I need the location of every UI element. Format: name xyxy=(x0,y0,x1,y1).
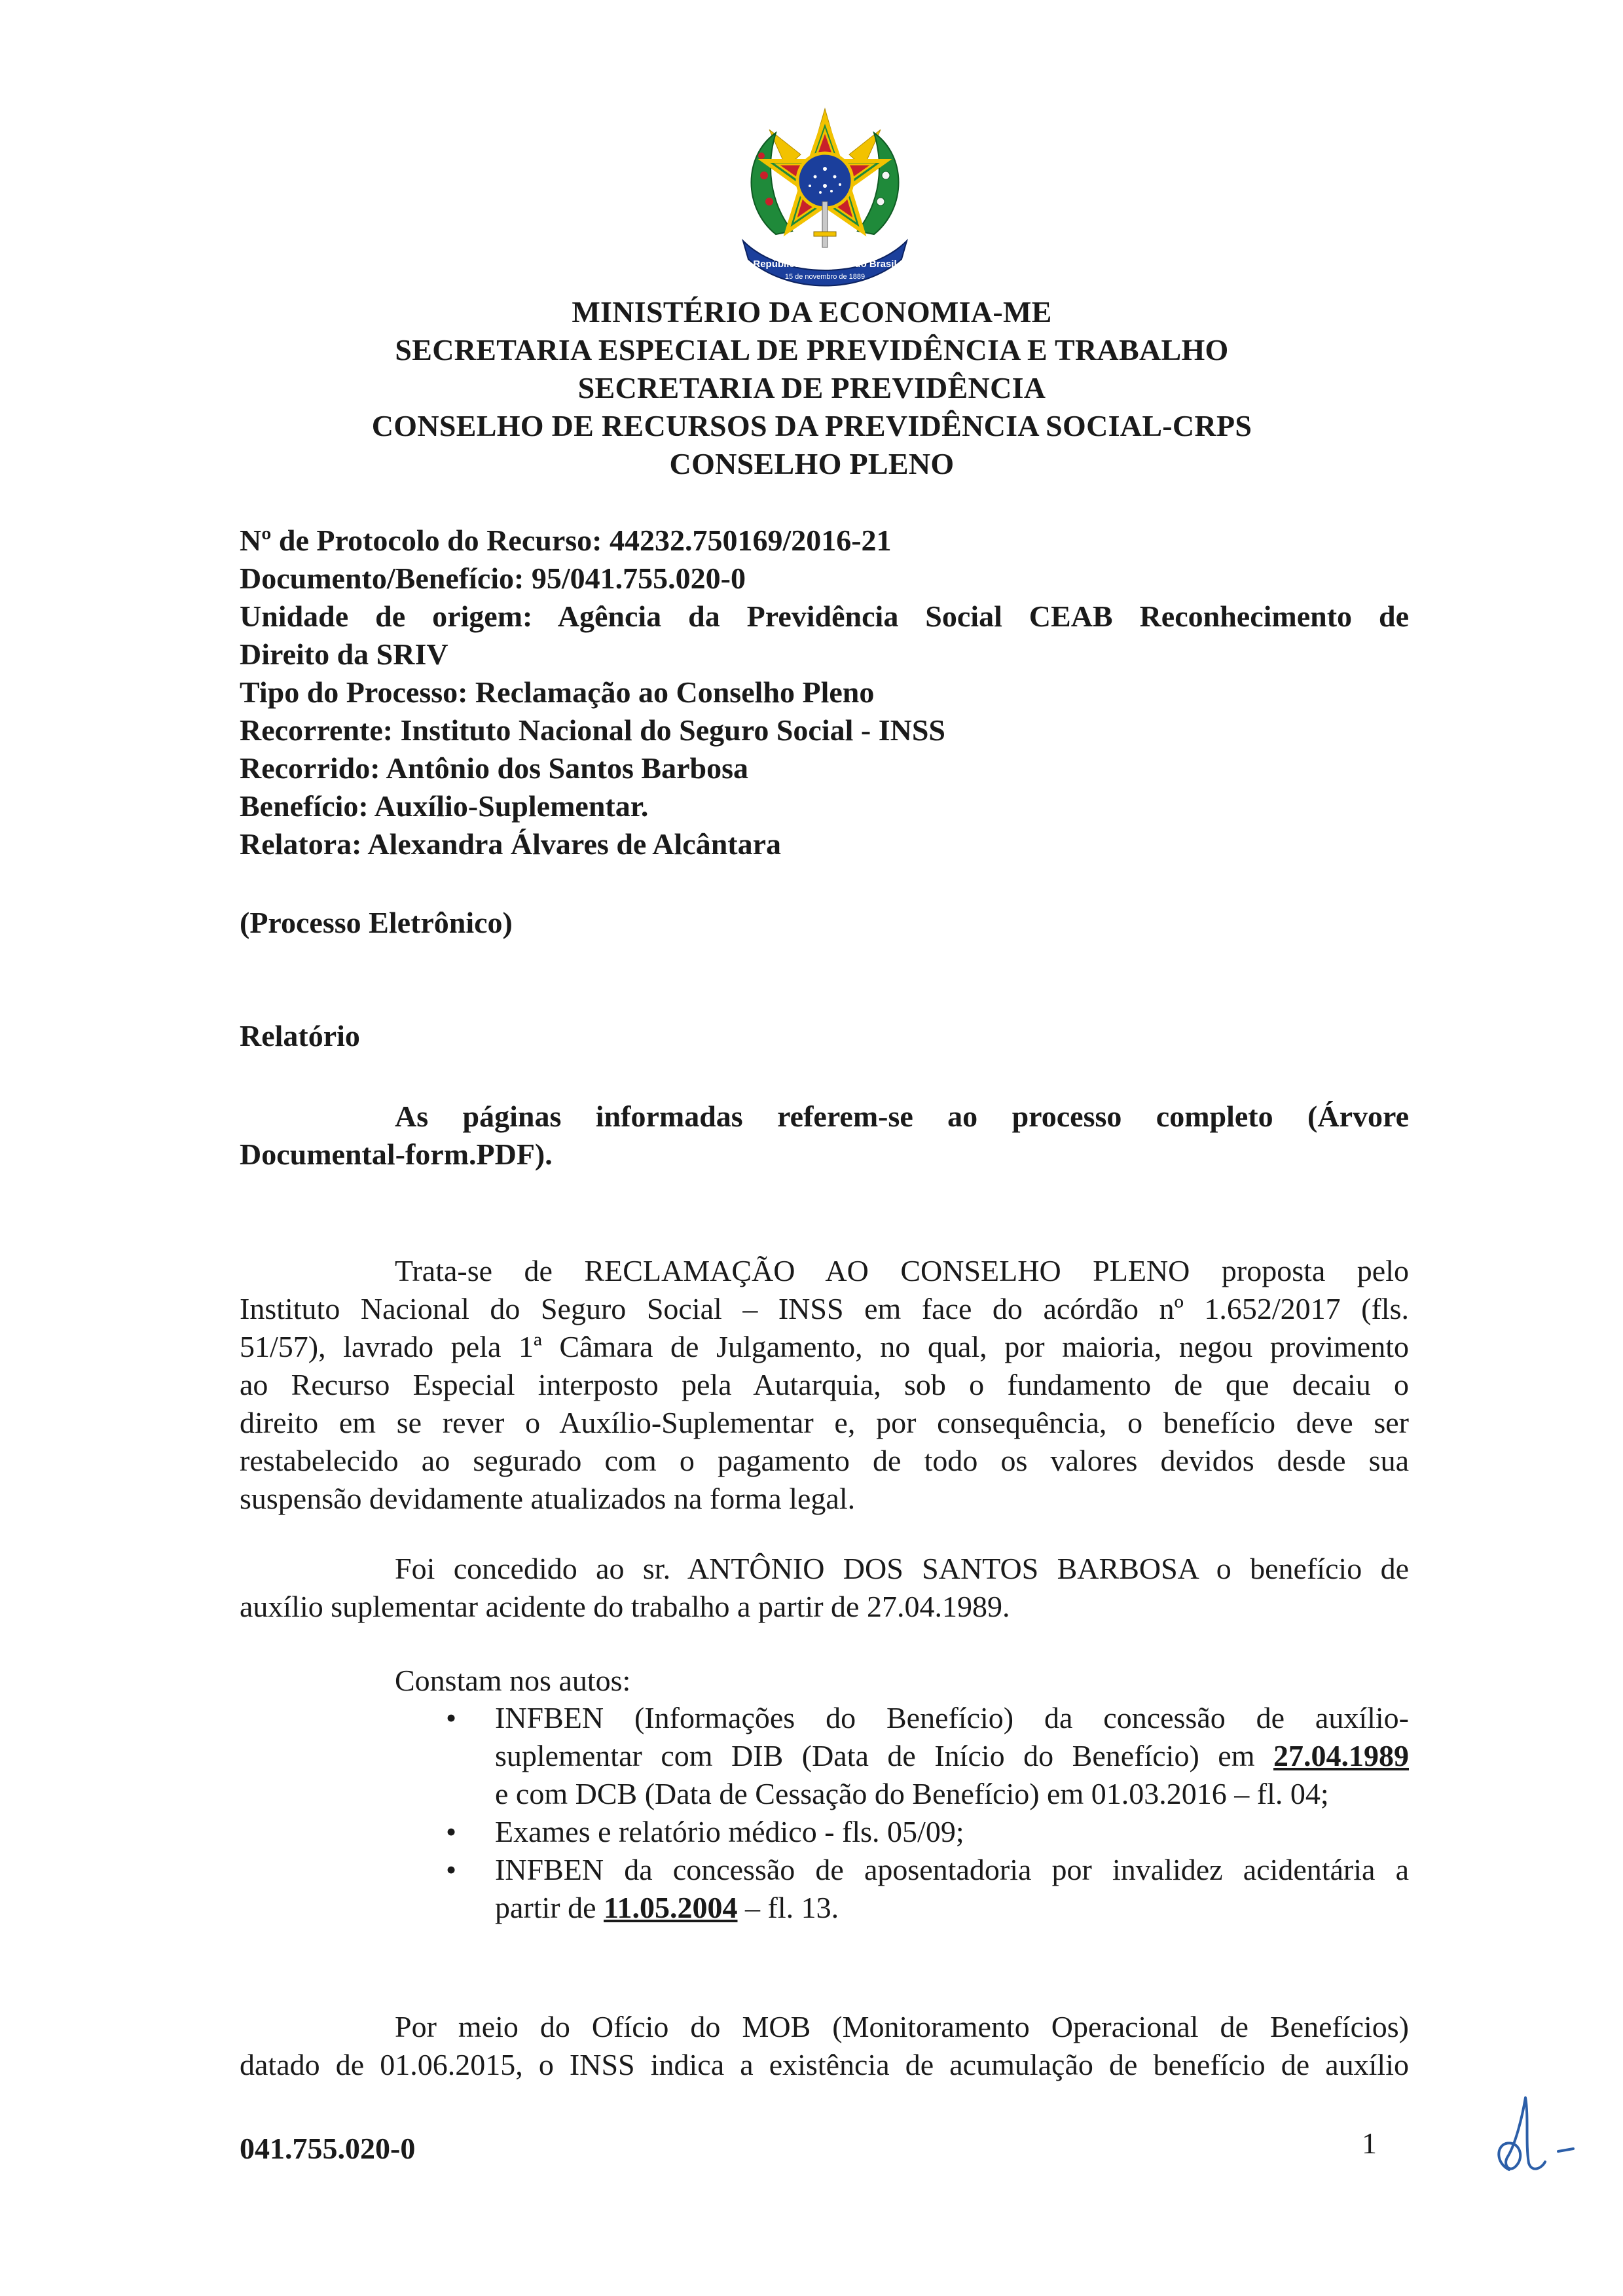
paragraph-line: Constam nos autos: xyxy=(395,1664,631,1697)
list-item-text: suplementar com DIB (Data de Início do Benefício) em xyxy=(495,1739,1273,1772)
list-item-line: e com DCB (Data de Cessação do Benefício) em 01.03.2016 – fl. 04; xyxy=(495,1777,1329,1810)
case-metadata xyxy=(240,522,1409,863)
paragraph-concessao xyxy=(240,1550,1409,1626)
paragraph-line: restabelecido ao segurado com o pagamento de todo os valores devidos desde sua xyxy=(240,1444,1409,1477)
relatora-field: Relatora: Alexandra Álvares de Alcântara xyxy=(240,827,782,861)
recorrente-field: Recorrente: Instituto Nacional do Seguro Social - INSS xyxy=(240,713,946,747)
unidade-field-line-2: Direito da SRIV xyxy=(240,637,448,671)
handwritten-initials-icon xyxy=(1489,2091,1581,2176)
paragraph-line: Por meio do Ofício do MOB (Monitoramento Operacional de Benefícios) xyxy=(395,2010,1409,2043)
list-item-line: INFBEN (Informações do Benefício) da concessão de auxílio- xyxy=(495,1701,1409,1734)
tipo-processo-field: Tipo do Processo: Reclamação ao Conselho Pleno xyxy=(240,675,875,709)
paragraph-line: 51/57), lavrado pela 1ª Câmara de Julgamento, no qual, por maioria, negou provimento xyxy=(240,1330,1409,1363)
document-header xyxy=(196,293,1427,483)
header-line-secretaria-especial: SECRETARIA ESPECIAL DE PREVIDÊNCIA E TRABALHO xyxy=(395,333,1229,367)
header-line-conselho-recursos: CONSELHO DE RECURSOS DA PREVIDÊNCIA SOCIAL-CRPS xyxy=(371,409,1252,442)
bullet-icon: • xyxy=(446,1815,457,1848)
pages-note-line-2: Documental-form.PDF). xyxy=(240,1138,553,1171)
pages-note xyxy=(240,1098,1409,1174)
unidade-field-line-1: Unidade de origem: Agência da Previdência Social CEAB Reconhecimento de xyxy=(240,600,1409,633)
beneficio-field: Benefício: Auxílio-Suplementar. xyxy=(240,789,649,823)
header-line-secretaria: SECRETARIA DE PREVIDÊNCIA xyxy=(577,371,1046,404)
header-line-ministerio: MINISTÉRIO DA ECONOMIA-ME xyxy=(572,295,1052,329)
list-item-line: INFBEN da concessão de aposentadoria por invalidez acidentária a xyxy=(495,1853,1409,1886)
brazil-coat-of-arms-icon xyxy=(730,103,920,290)
list-item xyxy=(240,1699,1409,1813)
paragraph-line: auxílio suplementar acidente do trabalho a partir de 27.04.1989. xyxy=(240,1590,1010,1623)
list-item-text: – fl. 13. xyxy=(737,1891,839,1924)
emblem-ribbon-date: 15 de novembro de 1889 xyxy=(784,273,866,281)
paragraph-oficio-mob xyxy=(240,2008,1409,2084)
documento-field: Documento/Benefício: 95/041.755.020-0 xyxy=(240,562,746,595)
list-item-line xyxy=(495,1889,1409,1927)
paragraph-line: datado de 01.06.2015, o INSS indica a existência de acumulação de benefício de auxílio xyxy=(240,2048,1409,2081)
paragraph-line: Foi concedido ao sr. ANTÔNIO DOS SANTOS BARBOSA o benefício de xyxy=(395,1552,1409,1585)
aposentadoria-date: 11.05.2004 xyxy=(604,1891,738,1924)
relatorio-heading: Relatório xyxy=(240,1019,360,1052)
list-item xyxy=(240,1851,1409,1927)
paragraph-reclamacao xyxy=(240,1252,1409,1518)
footer-document-number: 041.755.020-0 xyxy=(240,2132,416,2165)
list-item-text: partir de xyxy=(495,1891,604,1924)
bullet-icon: • xyxy=(446,1853,457,1886)
paragraph-line: Trata-se de RECLAMAÇÃO AO CONSELHO PLENO proposta pelo xyxy=(395,1254,1409,1287)
list-item-line xyxy=(495,1737,1409,1775)
paragraph-line: Instituto Nacional do Seguro Social – INSS em face do acórdão nº 1.652/2017 (fls. xyxy=(240,1292,1409,1325)
recorrido-field: Recorrido: Antônio dos Santos Barbosa xyxy=(240,751,748,785)
list-item xyxy=(240,1813,1409,1851)
header-line-conselho-pleno: CONSELHO PLENO xyxy=(669,447,955,480)
paragraph-line: ao Recurso Especial interposto pela Autarquia, sob o fundamento de que decaiu o xyxy=(240,1368,1409,1401)
emblem-ribbon-text: República Federativa do Brasil xyxy=(753,259,897,270)
paragraph-line: suspensão devidamente atualizados na forma legal. xyxy=(240,1482,856,1515)
protocolo-field: Nº de Protocolo do Recurso: 44232.750169/2016-21 xyxy=(240,524,892,557)
paragraph-constam xyxy=(240,1662,1409,1700)
processo-eletronico-label: (Processo Eletrônico) xyxy=(240,906,513,939)
page-number: 1 xyxy=(1362,2126,1377,2160)
bullet-icon: • xyxy=(446,1701,457,1734)
paragraph-line: direito em se rever o Auxílio-Suplementar e, por consequência, o benefício deve ser xyxy=(240,1406,1409,1439)
autos-list xyxy=(240,1699,1409,1927)
dib-date: 27.04.1989 xyxy=(1273,1739,1409,1772)
list-item-line: Exames e relatório médico - fls. 05/09; xyxy=(495,1815,964,1848)
pages-note-line-1: As páginas informadas referem-se ao processo completo (Árvore xyxy=(395,1100,1409,1133)
